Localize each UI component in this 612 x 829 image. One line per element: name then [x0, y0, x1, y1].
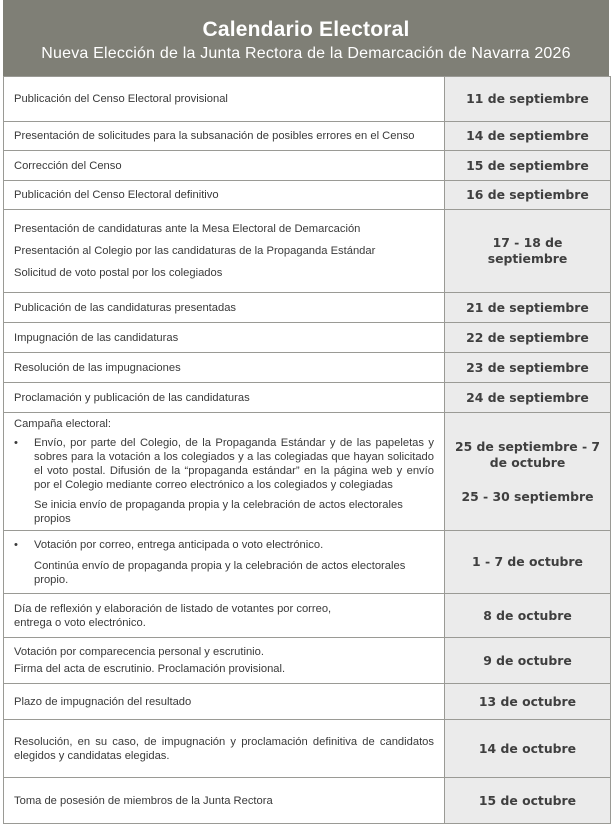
- bullet-item: [14, 436, 434, 492]
- bullet-item: [14, 538, 434, 552]
- table-row: [4, 531, 611, 594]
- table-row: [4, 210, 611, 293]
- description-line: Resolución de las impugnaciones: [14, 361, 181, 374]
- table-row: [4, 778, 611, 824]
- campaign-heading: Campaña electoral:: [14, 418, 112, 430]
- table-row: [4, 383, 611, 413]
- row-description: [4, 383, 445, 413]
- row-date: 13 de octubre: [445, 684, 611, 720]
- row-date: 9 de octubre: [445, 638, 611, 684]
- row-description: [4, 720, 445, 778]
- bullet-text: Envío, por parte del Colegio, de la Propaganda Estándar y de las papeletas y sobres para la votación a los colegiados y a las colegiadas que hayan solicitado el voto postal. Difusión de la “propaganda estándar” en la página web y envío por el Colegio mediante correo electrónico a los colegiados y colegiadas: [34, 437, 434, 491]
- description-line: Toma de posesión de miembros de la Junta Rectora: [14, 794, 273, 807]
- row-date: 11 de septiembre: [445, 77, 611, 122]
- description-line: Publicación del Censo Electoral provisional: [14, 93, 228, 105]
- table-row: [4, 323, 611, 353]
- row-date: 15 de septiembre: [445, 151, 611, 181]
- row-description: [4, 353, 445, 383]
- calendar-title: Calendario Electoral: [202, 18, 410, 41]
- description-line: Impugnación de las candidaturas: [14, 331, 179, 344]
- description-line: Presentación al Colegio por las candidaturas de la Propaganda Estándar: [14, 245, 376, 257]
- table-row: [4, 594, 611, 638]
- table-row: [4, 720, 611, 778]
- row-date: 23 de septiembre: [445, 353, 611, 383]
- table-row: [4, 151, 611, 181]
- row-description: [4, 594, 445, 638]
- table-row: [4, 122, 611, 151]
- row-date: 16 de septiembre: [445, 181, 611, 210]
- row-date: 21 de septiembre: [445, 293, 611, 323]
- row-description: [4, 181, 445, 210]
- table-row: [4, 353, 611, 383]
- row-description: [4, 122, 445, 151]
- description-line: Firma del acta de escrutinio. Proclamación provisional.: [14, 663, 286, 675]
- row-description: [4, 413, 445, 531]
- row-date: 22 de septiembre: [445, 323, 611, 353]
- row-description: [4, 778, 445, 824]
- row-description: [4, 531, 445, 594]
- table-row: [4, 684, 611, 720]
- description-line: Solicitud de voto postal por los colegiados: [14, 267, 223, 279]
- row-date: 15 de octubre: [445, 778, 611, 824]
- row-description: [4, 77, 445, 122]
- campaign-note: Se inicia envío de propaganda propia y la celebración de actos electorales propios: [34, 499, 403, 525]
- description-line: Día de reflexión y elaboración de listado de votantes por correo,: [14, 602, 332, 615]
- description-line: entrega o voto electrónico.: [14, 616, 146, 629]
- row-description: [4, 293, 445, 323]
- description-line: Votación por comparecencia personal y escrutinio.: [14, 646, 264, 658]
- row-date: 1 - 7 de octubre: [445, 531, 611, 594]
- description-line: Proclamación y publicación de las candidaturas: [14, 391, 250, 404]
- description-line: Presentación de solicitudes para la subsanación de posibles errores en el Censo: [14, 130, 415, 142]
- calendar-header: [3, 0, 609, 76]
- table-row: [4, 293, 611, 323]
- table-row: [4, 638, 611, 684]
- row-description: [4, 151, 445, 181]
- row-description: [4, 323, 445, 353]
- bullet-icon: •: [14, 538, 18, 551]
- table-row: [4, 181, 611, 210]
- row-date: 24 de septiembre: [445, 383, 611, 413]
- row-date: 8 de octubre: [445, 594, 611, 638]
- table-row: [4, 77, 611, 122]
- row-date: 17 - 18 de septiembre: [445, 210, 611, 293]
- row-description: [4, 684, 445, 720]
- date-range: 25 de septiembre - 7 de octubre: [454, 438, 601, 470]
- row-date: 14 de octubre: [445, 720, 611, 778]
- calendar-subtitle: Nueva Elección de la Junta Rectora de la Demarcación de Navarra 2026: [41, 45, 571, 62]
- row-description: [4, 210, 445, 293]
- description-line: Resolución, en su caso, de impugnación y proclamación definitiva de candidatos elegidos y candidatas elegidas.: [14, 735, 434, 762]
- bullet-icon: •: [14, 437, 18, 449]
- row-description: [4, 638, 445, 684]
- row-date: [445, 413, 611, 531]
- bullet-text: Votación por correo, entrega anticipada o voto electrónico.: [34, 538, 324, 551]
- campaign-note: Continúa envío de propaganda propia y la celebración de actos electorales propio.: [34, 559, 406, 586]
- description-line: Publicación de las candidaturas presentadas: [14, 301, 237, 314]
- description-line: Corrección del Censo: [14, 159, 122, 172]
- description-line: Presentación de candidaturas ante la Mesa Electoral de Demarcación: [14, 223, 361, 235]
- row-date: 14 de septiembre: [445, 122, 611, 151]
- date-range: 25 - 30 septiembre: [461, 488, 594, 504]
- description-line: Plazo de impugnación del resultado: [14, 695, 192, 708]
- table-row: [4, 413, 611, 531]
- calendar-table: [3, 76, 611, 824]
- description-line: Publicación del Censo Electoral definitivo: [14, 189, 219, 201]
